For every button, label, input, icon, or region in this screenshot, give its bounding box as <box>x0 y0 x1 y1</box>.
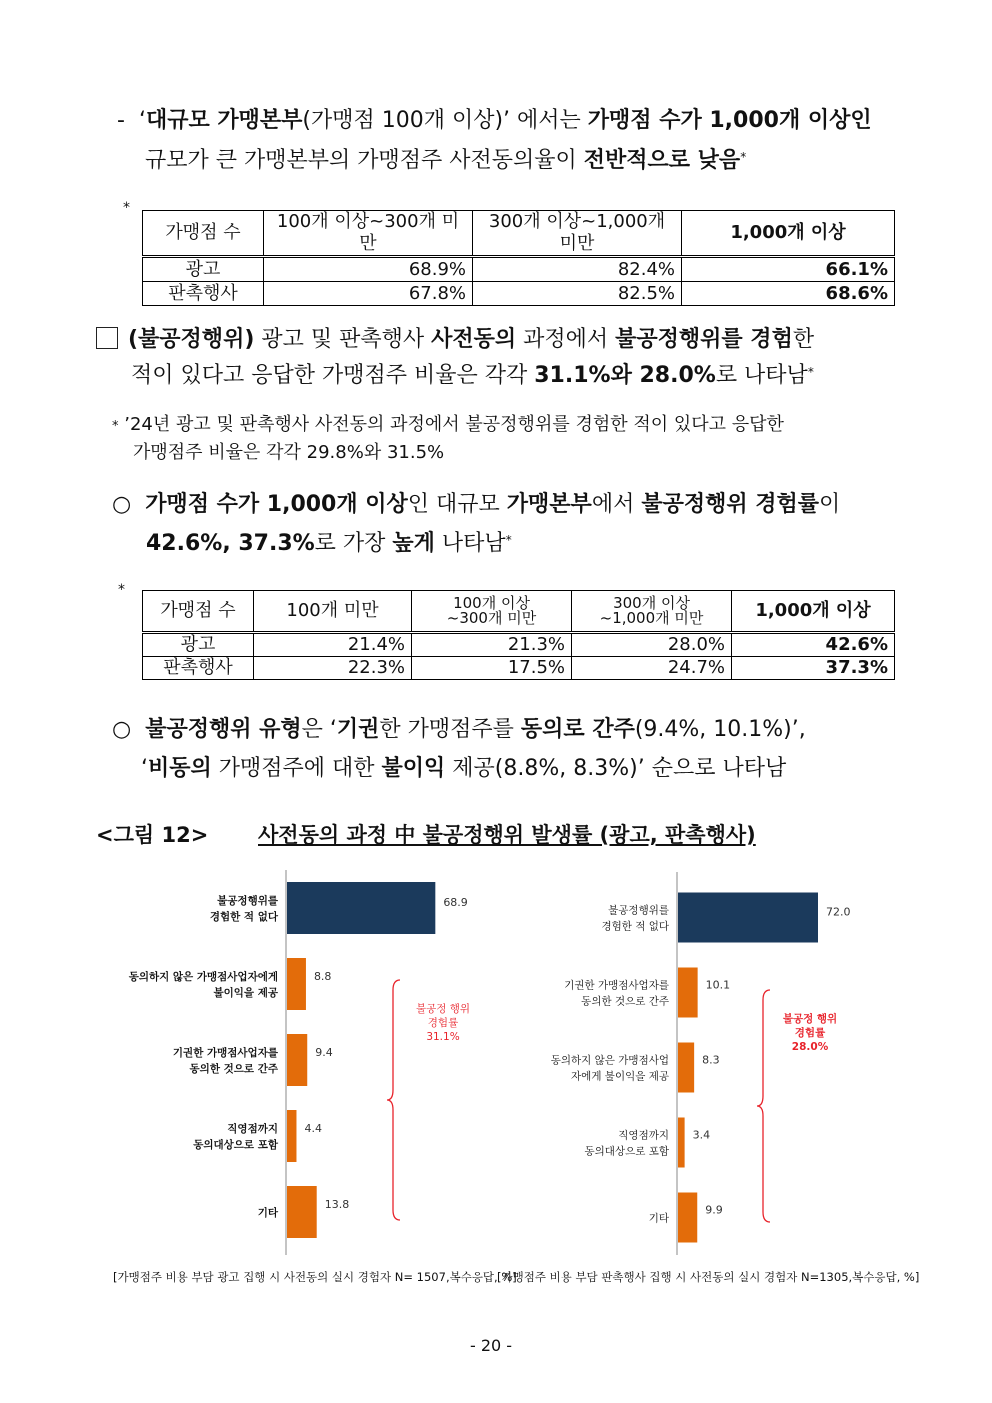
caption-left: [가맹점주 비용 부담 광고 집행 시 사전동의 실시 경험자 N= 1507,복수응답, %] <box>113 1270 517 1284</box>
chart-category-label: 기권한 가맹점사업자를 <box>564 979 669 992</box>
chart-bar <box>678 968 698 1018</box>
footnote-mark: * <box>740 150 747 164</box>
footnote-mark: * <box>505 533 512 547</box>
table1-cell: 82.4% <box>473 257 682 282</box>
chart-bar <box>287 1110 296 1162</box>
chart-value-label: 72.0 <box>826 905 851 919</box>
page-number: - 20 - <box>470 1336 513 1355</box>
chart-category-label: 직영점까지 <box>227 1123 278 1135</box>
para2-bold-4: 31.1%와 28.0% <box>534 363 716 388</box>
chart-bar <box>287 882 435 934</box>
chart-bar <box>287 1034 307 1086</box>
para2-bold-2: 사전동의 <box>431 327 517 352</box>
chart-value-label: 8.8 <box>313 970 332 983</box>
table1-cell: 66.1% <box>682 257 895 282</box>
figure-title <box>258 819 756 849</box>
note-star: * <box>112 419 119 434</box>
table2-row-label: 광고 <box>143 633 254 657</box>
table2-header-row <box>143 591 895 633</box>
chart-category-label: 동의하지 않은 가맹점사업 <box>550 1054 669 1067</box>
table2 <box>142 590 895 680</box>
para4-text-5: 가맹점주에 대한 <box>211 756 382 781</box>
chart-category-label: 불이익을 제공 <box>213 987 278 999</box>
chart-bar <box>678 1118 685 1168</box>
para3-text-3: 이 <box>819 492 841 517</box>
chart-bar <box>287 1186 317 1238</box>
chart-category-label: 동의대상으로 포함 <box>584 1145 669 1158</box>
table1-row-label: 판촉행사 <box>143 282 264 306</box>
para4-bold-2: 기권 <box>336 717 380 742</box>
table1-header-cell: 가맹점 수 <box>143 211 264 257</box>
para3-bold-2: 가맹본부 <box>506 492 592 517</box>
para4-text-3: (9.4%, 10.1%)’, <box>634 717 806 742</box>
table-row <box>143 657 895 680</box>
table-row <box>143 282 895 306</box>
chart-category-label: 경험한 적 없다 <box>601 920 669 933</box>
circle-bullet-icon: ○ <box>112 492 132 517</box>
chart-annotation: 불공정 행위 <box>415 1003 471 1015</box>
chart-right <box>500 870 880 1255</box>
para4-bold-4: 비동의 <box>148 756 212 781</box>
chart-value-label: 3.4 <box>692 1128 711 1142</box>
table1-cell: 68.6% <box>682 282 895 306</box>
para2-line2 <box>131 365 814 387</box>
note1-line1 <box>112 410 784 436</box>
table2-cell: 28.0% <box>572 633 732 657</box>
quote-mark: ‘ <box>138 108 146 133</box>
note1-line2: 가맹점주 비율은 각각 29.8%와 31.5% <box>133 442 445 463</box>
chart-category-label: 동의한 것으로 간주 <box>581 995 669 1008</box>
chart-bar <box>678 1043 694 1093</box>
para3-text-5: 나타남 <box>434 531 506 556</box>
para4-bold-3: 동의로 간주 <box>520 717 635 742</box>
table2-cell: 21.3% <box>412 633 572 657</box>
chart-annotation: 경험률 <box>794 1027 826 1039</box>
table1-header-cell: 100개 이상~300개 미만 <box>264 211 473 257</box>
chart-category-label: 불공정행위를 <box>608 904 669 917</box>
para3-line1 <box>112 494 840 516</box>
chart-brace <box>387 980 400 1220</box>
table2-header-line: 100개 이상 <box>453 594 530 612</box>
table2-cell: 21.4% <box>254 633 412 657</box>
table-row <box>143 257 895 282</box>
chart-category-label: 불공정행위를 <box>217 895 278 907</box>
chart-category-label: 경험한 적 없다 <box>209 911 278 923</box>
para1-text-1: (가맹점 100개 이상)’ 에서는 <box>302 108 588 133</box>
chart-category-label: 기권한 가맹점사업자를 <box>172 1047 278 1059</box>
table1-header-row <box>143 211 895 257</box>
para1-line1 <box>117 110 872 132</box>
table2-header-cell <box>572 591 732 633</box>
table1-header-cell: 1,000개 이상 <box>682 211 895 257</box>
chart-annotation: 28.0% <box>791 1041 829 1053</box>
chart-category-label: 동의대상으로 포함 <box>193 1139 278 1151</box>
para4-text-2: 한 가맹점주를 <box>379 717 521 742</box>
chart-value-label: 8.3 <box>702 1053 720 1067</box>
table1-cell: 82.5% <box>473 282 682 306</box>
para1-bold-1: 대규모 가맹본부 <box>145 108 303 133</box>
table2-cell: 42.6% <box>732 633 895 657</box>
table1-header-cell: 300개 이상~1,000개 미만 <box>473 211 682 257</box>
para2-text-5: 로 나타남 <box>715 363 808 388</box>
figure-title-text: 사전동의 과정 中 불공정행위 발생률 (광고, 판촉행사) <box>258 823 756 847</box>
table2-header-cell: 가맹점 수 <box>143 591 254 633</box>
para2-text-3: 한 <box>792 327 815 352</box>
chart-value-label: 68.9 <box>443 896 468 909</box>
para3-bold-1: 가맹점 수가 1,000개 이상 <box>145 492 408 517</box>
table2-header-line: ~1,000개 미만 <box>599 609 704 627</box>
para3-line2 <box>146 533 512 555</box>
chart-bar <box>287 958 306 1010</box>
table2-cell: 24.7% <box>572 657 732 680</box>
table2-cell: 22.3% <box>254 657 412 680</box>
table1-cell: 67.8% <box>264 282 473 306</box>
chart-bar <box>678 1193 697 1243</box>
checkbox-square-icon <box>96 327 118 349</box>
para3-bold-3: 불공정행위 경험률 <box>641 492 819 517</box>
para4-bold-1: 불공정행위 유형 <box>145 717 302 742</box>
table1-cell: 68.9% <box>264 257 473 282</box>
chart-category-label: 직영점까지 <box>618 1129 669 1142</box>
chart-bar <box>678 893 818 943</box>
table2-header-line: 300개 이상 <box>613 594 690 612</box>
para2-line1 <box>96 327 814 351</box>
para3-text-2: 에서 <box>591 492 642 517</box>
chart-category-label: 동의하지 않은 가맹점사업자에게 <box>128 971 278 983</box>
para1-line2 <box>145 150 746 172</box>
chart-category-label: 기타 <box>257 1207 278 1219</box>
chart-category-label: 기타 <box>648 1212 669 1225</box>
para1-text-2: 규모가 큰 가맹본부의 가맹점주 사전동의율이 <box>145 148 584 173</box>
footnote-mark: * <box>807 365 814 379</box>
chart-left <box>110 870 490 1255</box>
chart-brace <box>757 990 770 1222</box>
dash-marker: - <box>117 108 125 133</box>
table2-header-line: ~300개 미만 <box>446 609 537 627</box>
para2-text-2: 과정에서 <box>516 327 616 352</box>
table2-cell: 17.5% <box>412 657 572 680</box>
table2-header-cell: 100개 미만 <box>254 591 412 633</box>
table2-row-label: 판촉행사 <box>143 657 254 680</box>
table2-cell: 37.3% <box>732 657 895 680</box>
chart-value-label: 10.1 <box>705 978 731 992</box>
chart-category-label: 자에게 불이익을 제공 <box>571 1070 669 1083</box>
para4-line1 <box>112 719 806 741</box>
chart-value-label: 4.4 <box>304 1122 322 1135</box>
para1-bold-3: 전반적으로 낮음 <box>583 148 741 173</box>
chart-value-label: 13.8 <box>324 1198 350 1211</box>
note1-text-1: ’24년 광고 및 판촉행사 사전동의 과정에서 불공정행위를 경험한 적이 있다고 응답한 <box>124 414 784 435</box>
table-row <box>143 633 895 657</box>
chart-annotation: 31.1% <box>426 1031 460 1043</box>
para2-text-4: 적이 있다고 응답한 가맹점주 비율은 각각 <box>131 363 535 388</box>
para3-text-4: 로 가장 <box>314 531 393 556</box>
table2-header-cell <box>412 591 572 633</box>
para4-bold-5: 불이익 <box>381 756 446 781</box>
chart-category-label: 동의한 것으로 간주 <box>189 1063 278 1075</box>
table2-star: * <box>118 582 125 598</box>
para2-bold-3: 불공정행위를 경험 <box>615 327 793 352</box>
para3-bold-5: 높게 <box>392 531 435 556</box>
circle-bullet-icon: ○ <box>112 717 132 742</box>
chart-annotation: 경험률 <box>427 1017 459 1029</box>
chart-value-label: 9.9 <box>705 1203 723 1217</box>
caption-right: [가맹점주 비용 부담 판촉행사 집행 시 사전동의 실시 경험자 N=1305,복수응답, %] <box>497 1270 920 1284</box>
para4-text-6: 제공(8.8%, 8.3%)’ 순으로 나타남 <box>445 756 787 781</box>
para4-text-4: ‘ <box>141 756 148 781</box>
table1 <box>142 210 895 306</box>
table2-header-cell: 1,000개 이상 <box>732 591 895 633</box>
para4-line2 <box>141 758 786 780</box>
para2-bold-1: (불공정행위) <box>128 327 255 352</box>
para1-bold-2: 가맹점 수가 1,000개 이상인 <box>587 108 872 133</box>
para2-text-1: 광고 및 판촉행사 <box>254 327 432 352</box>
para3-text-1: 인 대규모 <box>407 492 507 517</box>
chart-value-label: 9.4 <box>315 1046 333 1059</box>
table1-row-label: 광고 <box>143 257 264 282</box>
table1-star: * <box>123 200 130 216</box>
figure-label: <그림 12> <box>96 823 209 847</box>
chart-annotation: 불공정 행위 <box>782 1013 838 1025</box>
para3-bold-4: 42.6%, 37.3% <box>146 531 315 556</box>
para4-text-1: 은 ‘ <box>301 717 337 742</box>
